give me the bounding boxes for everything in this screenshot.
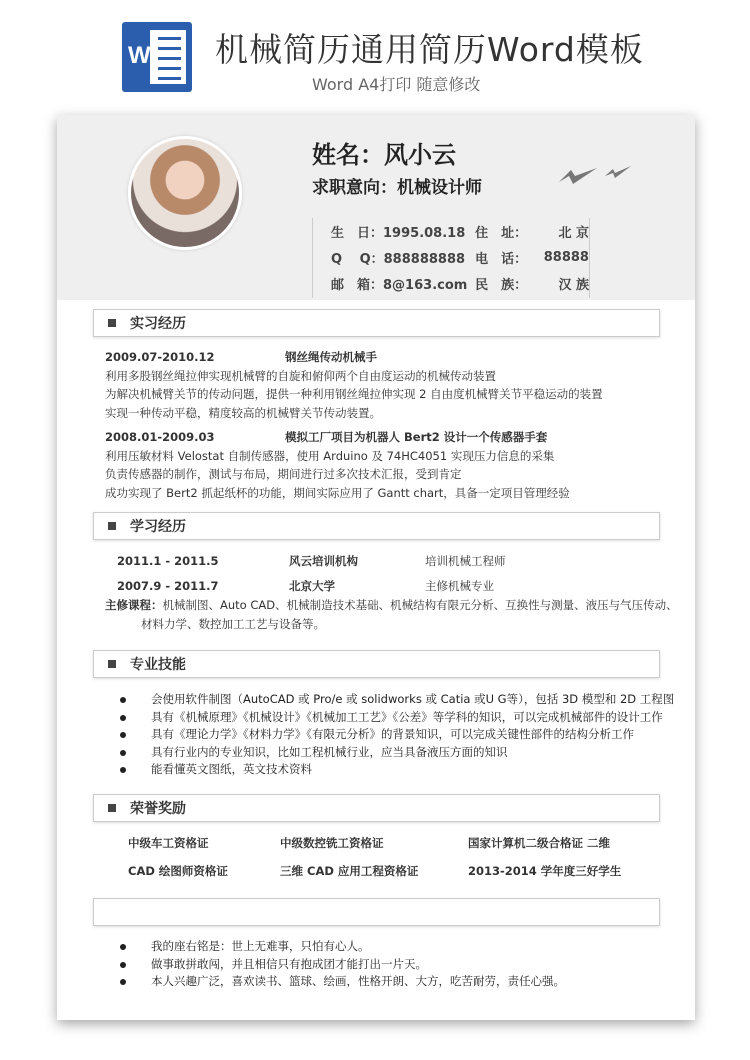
- awards-grid: 中级车工资格证 中级数控铣工资格证 国家计算机二级合格证 二维 CAD 绘图师资格证 三维 CAD 应用工程资格证 2013-2014 学年度三好学生: [128, 836, 622, 878]
- list-item: 具有《机械原理》《机械设计》《机械加工工艺》《公差》等学科的知识，可以完成机械部件的设计工作: [117, 709, 697, 727]
- job-intention: 求职意向：机械设计师: [312, 178, 482, 198]
- page-title: 机械简历通用简历Word模板: [215, 30, 644, 69]
- info-row: 生 日：1995.08.18 住 址： 北 京: [331, 225, 589, 241]
- name: 姓名：风小云: [312, 141, 456, 169]
- internship-list: 2009.07-2010.12 钢丝绳传动机械手 利用多股钢丝绳拉伸实现机械臂的自旋和俯仰两个自由度运动的机械传动装置 为解决机械臂关节的传动问题，提供一种利用钢丝绳拉伸实现 2 自由度机械臂关节平稳运动的装置 实现一种传动平稳，精度较高的机械臂关节传动装置。 2008.01-2009.03 模拟工厂项目为机器人 Bert2 设计一个传感器手套 利用压敏材料 Velostat 自制传感器，使用 Arduino 及 74HC4051 实现压力信息的采集 负责传感器的制作，测试与布局，期间进行过多次技术汇报，受到肯定 成功实现了 Bert2 抓起纸杯的功能，期间实际应用了 Gantt chart，具备一定项目管理经验: [105, 350, 603, 500]
- personal-info: [312, 218, 590, 298]
- list-item: 我的座右铭是：世上无难事，只怕有心人。: [117, 938, 697, 956]
- info-row: 邮 箱：8@163.com 民 族： 汉 族: [331, 277, 589, 293]
- info-row: Q Q：888888888 电 话： 88888: [331, 249, 589, 267]
- list-item: 会使用软件制图（AutoCAD 或 Pro/e 或 solidworks 或 Catia 或U G等），包括 3D 模型和 2D 工程图: [117, 691, 697, 709]
- list-item: 具有《理论力学》《材料力学》《有限元分析》的背景知识，可以完成关键性部件的结构分析工作: [117, 726, 697, 744]
- self-evaluation-list: [117, 938, 697, 991]
- list-item: 具有行业内的专业知识，比如工程机械行业，应当具备液压方面的知识: [117, 744, 697, 762]
- resume-page: [57, 115, 695, 1020]
- list-item: 做事敢拼敢闯，并且相信只有抱成团才能打出一片天。: [117, 956, 697, 974]
- list-item: 能看懂英文图纸，英文技术资料: [117, 761, 697, 779]
- section-internship: 实习经历: [93, 309, 660, 337]
- section-awards: 荣誉奖励: [93, 794, 660, 822]
- section-other: [93, 898, 660, 926]
- avatar: [128, 136, 242, 250]
- list-item: 本人兴趣广泛，喜欢读书、篮球、绘画，性格开朗、大方，吃苦耐劳，责任心强。: [117, 973, 697, 991]
- section-skills: 专业技能: [93, 650, 660, 678]
- skills-list: [117, 691, 697, 779]
- page-subtitle: Word A4打印 随意修改: [312, 75, 481, 94]
- birds-icon: [557, 160, 637, 190]
- education-list: 2011.1 - 2011.5 风云培训机构 培训机械工程师 2007.9 - 2011.7 北京大学 主修机械专业: [117, 554, 506, 593]
- section-education: 学习经历: [93, 512, 660, 540]
- word-icon: W: [122, 22, 192, 92]
- courses: 主修课程：机械制图、Auto CAD、机械制造技术基础、机械结构有限元分析、互换性与测量、液压与气压传动、 材料力学、数控加工工艺与设备等。: [105, 598, 678, 631]
